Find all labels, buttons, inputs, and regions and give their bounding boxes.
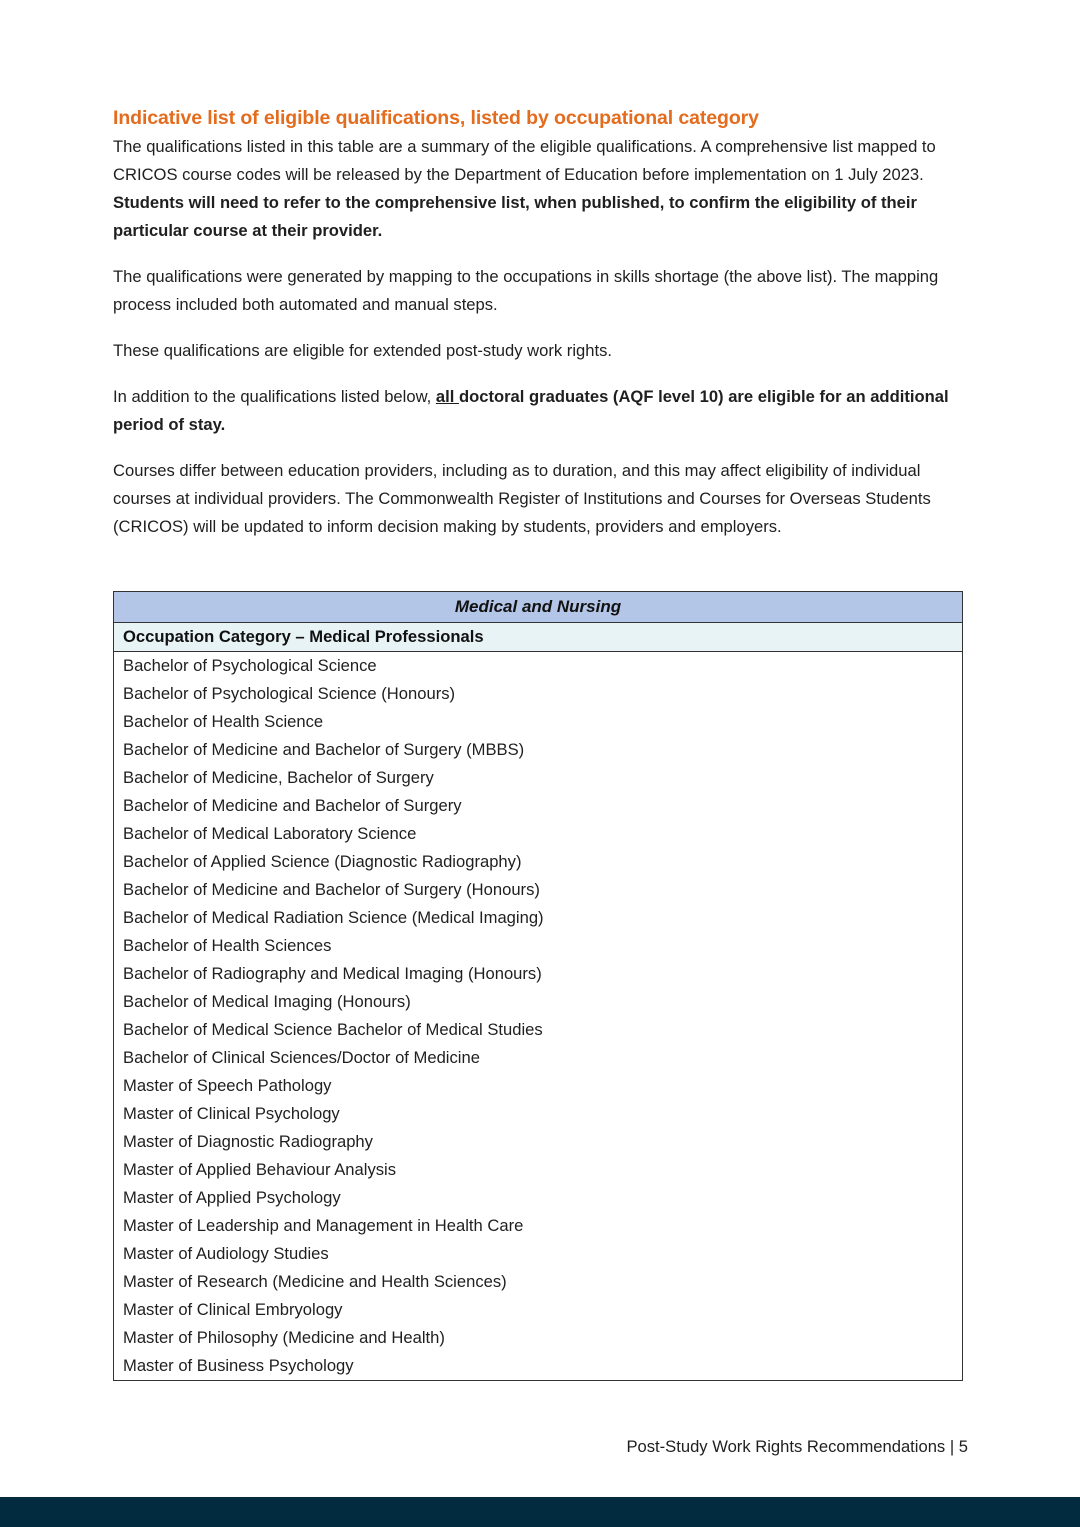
table-row — [114, 1044, 963, 1072]
page-footer: Post-Study Work Rights Recommendations | 5 — [626, 1437, 968, 1456]
qualification-name: Master of Applied Behaviour Analysis — [123, 1160, 397, 1179]
table-row — [114, 652, 963, 681]
table-row — [114, 708, 963, 736]
paragraph-doctoral-bold: doctoral graduates (AQF level 10) are eligible for an additional period of stay. — [113, 387, 949, 434]
qualification-name: Bachelor of Medicine and Bachelor of Surgery — [123, 796, 462, 815]
table-row — [114, 1128, 963, 1156]
table-row — [114, 1296, 963, 1324]
paragraph-mapping: The qualifications were generated by mapping to the occupations in skills shortage (the above list). The mapping process included both automated and manual steps. — [113, 267, 939, 314]
table-row — [114, 736, 963, 764]
table-row — [114, 1240, 963, 1268]
table-row — [114, 764, 963, 792]
document-body — [113, 104, 973, 559]
qualification-name: Bachelor of Medical Laboratory Science — [123, 824, 417, 843]
qualification-name: Bachelor of Health Sciences — [123, 936, 332, 955]
qualification-name: Bachelor of Medicine and Bachelor of Surgery (MBBS) — [123, 740, 525, 759]
qualification-name: Bachelor of Applied Science (Diagnostic Radiography) — [123, 852, 522, 871]
table-row — [114, 792, 963, 820]
qualification-name: Bachelor of Medicine, Bachelor of Surgery — [123, 768, 434, 787]
qualifications-table — [113, 591, 963, 1381]
table-row — [114, 1156, 963, 1184]
qualification-name: Master of Philosophy (Medicine and Health) — [123, 1328, 445, 1347]
footer-bar — [0, 1497, 1080, 1527]
table-row — [114, 680, 963, 708]
table-row — [114, 1324, 963, 1352]
qualification-name: Master of Applied Psychology — [123, 1188, 341, 1207]
table-row — [114, 904, 963, 932]
section-heading: Indicative list of eligible qualifications, listed by occupational category — [113, 107, 759, 129]
paragraph-providers: Courses differ between education providers, including as to duration, and this may affect eligibility of individual courses at individual providers. The Commonwealth Register of Institutions and Courses for Overseas Students (CRICOS) will be updated to inform decision making by students, providers and employers. — [113, 461, 931, 536]
qualification-name: Master of Speech Pathology — [123, 1076, 332, 1095]
qualification-name: Bachelor of Psychological Science — [123, 656, 377, 675]
paragraph-summary-text: The qualifications listed in this table are a summary of the eligible qualifications. A comprehensive list mapped to CRICOS course codes will be released by the Department of Education before implementation on 1 July 2023. — [113, 137, 936, 184]
qualification-name: Master of Clinical Embryology — [123, 1300, 343, 1319]
qualification-name: Bachelor of Medical Radiation Science (Medical Imaging) — [123, 908, 544, 927]
table-row — [114, 960, 963, 988]
table-category-row — [114, 623, 963, 652]
qualification-name: Bachelor of Medical Science Bachelor of Medical Studies — [123, 1020, 543, 1039]
qualification-name: Master of Clinical Psychology — [123, 1104, 340, 1123]
qualification-name: Master of Research (Medicine and Health Sciences) — [123, 1272, 507, 1291]
qualification-name: Master of Audiology Studies — [123, 1244, 329, 1263]
qualification-name: Bachelor of Health Science — [123, 712, 324, 731]
table-title-row — [114, 592, 963, 623]
table-row — [114, 1184, 963, 1212]
qualification-name: Bachelor of Medical Imaging (Honours) — [123, 992, 411, 1011]
table-title: Medical and Nursing — [114, 592, 963, 623]
table-row — [114, 1212, 963, 1240]
qualification-name: Master of Leadership and Management in Health Care — [123, 1216, 524, 1235]
paragraph-summary — [113, 133, 973, 245]
table-row — [114, 848, 963, 876]
qualification-name: Master of Business Psychology — [123, 1356, 354, 1375]
table-row — [114, 932, 963, 960]
paragraph-doctoral — [113, 383, 973, 439]
table-row — [114, 1352, 963, 1381]
paragraph-summary-bold: Students will need to refer to the comprehensive list, when published, to confirm the eligibility of their particular course at their provider. — [113, 193, 917, 240]
table-row — [114, 820, 963, 848]
paragraph-doctoral-text: In addition to the qualifications listed below, — [113, 387, 436, 406]
qualification-name: Bachelor of Medicine and Bachelor of Surgery (Honours) — [123, 880, 540, 899]
table-row — [114, 988, 963, 1016]
qualification-name: Bachelor of Clinical Sciences/Doctor of Medicine — [123, 1048, 480, 1067]
table-row — [114, 1016, 963, 1044]
table-row — [114, 1100, 963, 1128]
table-category: Occupation Category – Medical Professionals — [114, 623, 963, 652]
table-row — [114, 1268, 963, 1296]
qualification-name: Bachelor of Psychological Science (Honours) — [123, 684, 456, 703]
paragraph-eligibility: These qualifications are eligible for extended post-study work rights. — [113, 341, 612, 360]
qualification-name: Bachelor of Radiography and Medical Imaging (Honours) — [123, 964, 542, 983]
qualification-name: Master of Diagnostic Radiography — [123, 1132, 373, 1151]
table-row — [114, 1072, 963, 1100]
paragraph-doctoral-underlined: all — [435, 387, 459, 406]
table-row — [114, 876, 963, 904]
